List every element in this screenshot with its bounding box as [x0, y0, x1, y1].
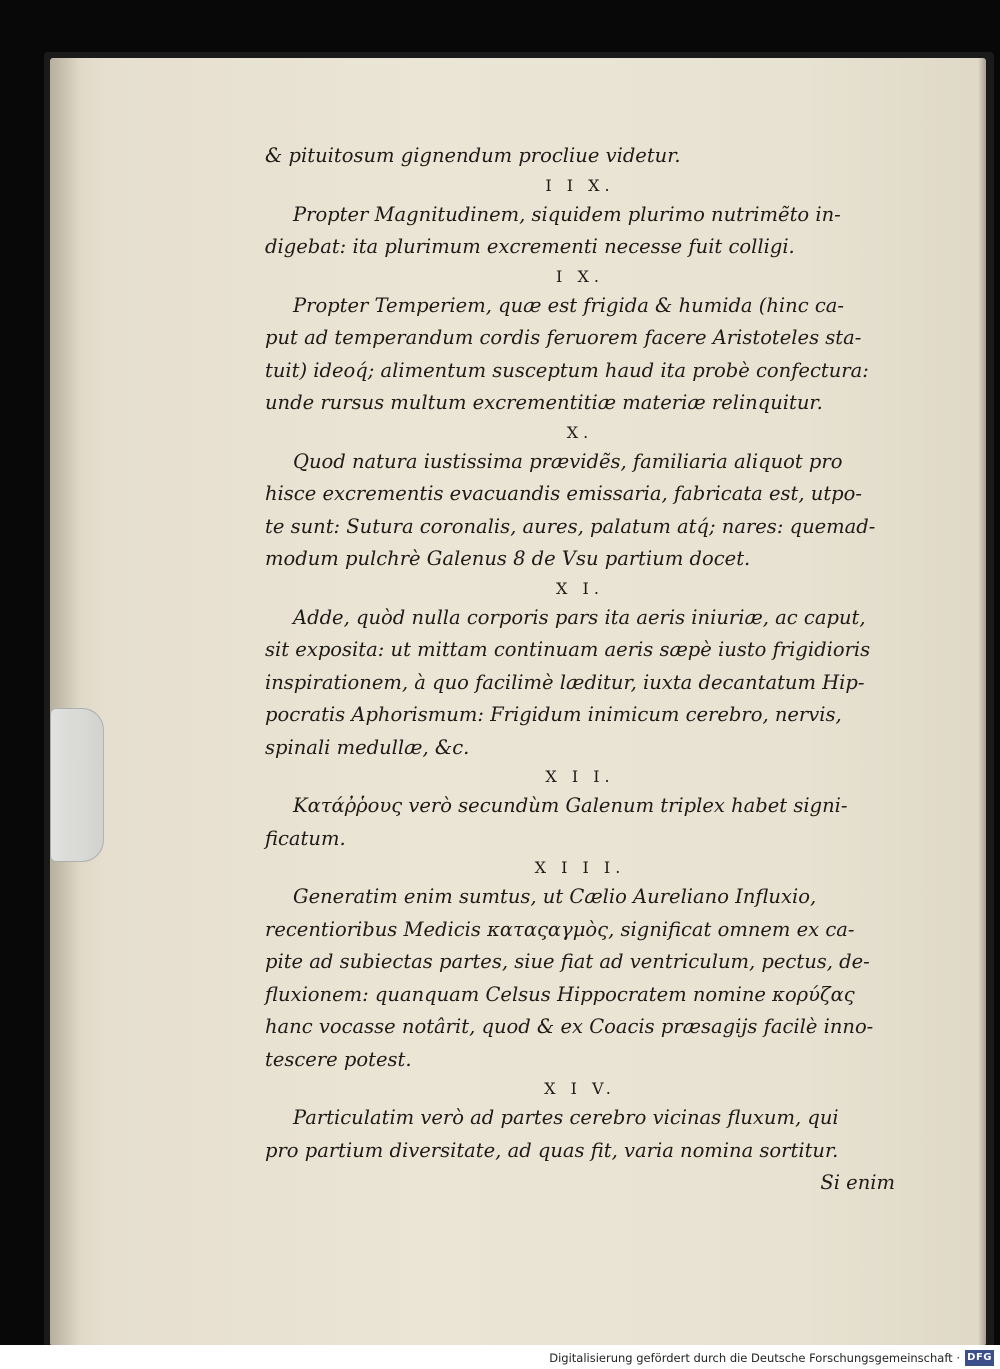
text-line: Κατάῤῥους verò secundùm Galenum triplex habet signi-	[293, 794, 848, 817]
text-line: put ad temperandum cordis feruorem facere Aristoteles sta-	[265, 326, 862, 349]
text-line: Propter Magnitudinem, siquidem plurimo nutrimẽto in-	[293, 202, 841, 226]
text-line: tescere potest.	[265, 1047, 412, 1071]
text-line: modum pulchrè Galenus 8 de Vsu partium docet.	[265, 547, 751, 570]
text-line: Quod natura iustissima prævidẽs, familiaria aliquot pro	[293, 449, 843, 473]
section-heading: X I I.	[545, 767, 615, 786]
text-line: hanc vocasse notârit, quod & ex Coacis præsagijs facilè inno-	[265, 1015, 874, 1038]
text-line: hisce excrementis evacuandis emissaria, fabricata est, utpo-	[265, 482, 862, 505]
section-heading: X I.	[556, 578, 604, 598]
section-heading: I I X.	[545, 175, 615, 195]
text-line: pite ad subiectas partes, siue fiat ad ventriculum, pectus, de-	[265, 950, 870, 973]
catchword: Si enim	[820, 1171, 895, 1194]
text-line: te sunt: Sutura coronalis, aures, palatum atq́; nares: quemad-	[265, 514, 876, 538]
dfg-logo-icon: DFG	[965, 1350, 994, 1366]
text-line: Particulatim verò ad partes cerebro vicinas fluxum, qui	[293, 1106, 839, 1129]
section-heading: X I V.	[544, 1079, 616, 1098]
text-line: tuit) ideoq́; alimentum susceptum haud ita probè confectura:	[265, 358, 869, 382]
text-line: pocratis Aphorismum: Frigidum inimicum cerebro, nervis,	[265, 703, 842, 726]
text-line: Adde, quòd nulla corporis pars ita aeris iniuriæ, ac caput,	[293, 605, 866, 629]
footer-bar	[0, 1345, 1000, 1369]
section-heading: I X.	[556, 266, 604, 286]
text-line: Generatim enim sumtus, ut Cælio Aureliano Influxio,	[293, 885, 817, 908]
text-line: digebat: ita plurimum excrementi necesse fuit colligi.	[265, 235, 795, 258]
text-line: fluxionem: quanquam Celsus Hippocratem nomine κορύζας	[265, 982, 855, 1006]
text-line: & pituitosum gignendum procliue videtur.	[265, 144, 681, 167]
text-line: Propter Temperiem, quæ est frigida & humida (hinc ca-	[293, 293, 844, 317]
text-line: spinali medullæ, &c.	[265, 735, 470, 759]
text-line: ficatum.	[265, 826, 346, 850]
text-line: unde rursus multum excrementitiæ materiæ relinquitur.	[265, 391, 823, 414]
text-line: recentioribus Medicis καταςαγμὸς, significat omnem ex ca-	[265, 917, 855, 941]
section-heading: X I I I.	[534, 858, 626, 877]
text-line: pro partium diversitate, ad quas fit, varia nomina sortitur.	[265, 1138, 839, 1162]
book-page	[50, 58, 986, 1346]
gutter-shade	[50, 58, 80, 1346]
bookmark-tab	[50, 708, 104, 862]
digitization-credit: Digitalisierung gefördert durch die Deutsche Forschungsgemeinschaft ·	[549, 1351, 960, 1365]
text-line: inspirationem, à quo facilimè læditur, iuxta decantatum Hip-	[265, 670, 865, 694]
section-heading: X.	[566, 422, 594, 442]
page-text	[265, 140, 895, 1200]
page-edge	[978, 58, 986, 1346]
text-line: sit exposita: ut mittam continuam aeris sæpè iusto frigidioris	[265, 638, 871, 661]
